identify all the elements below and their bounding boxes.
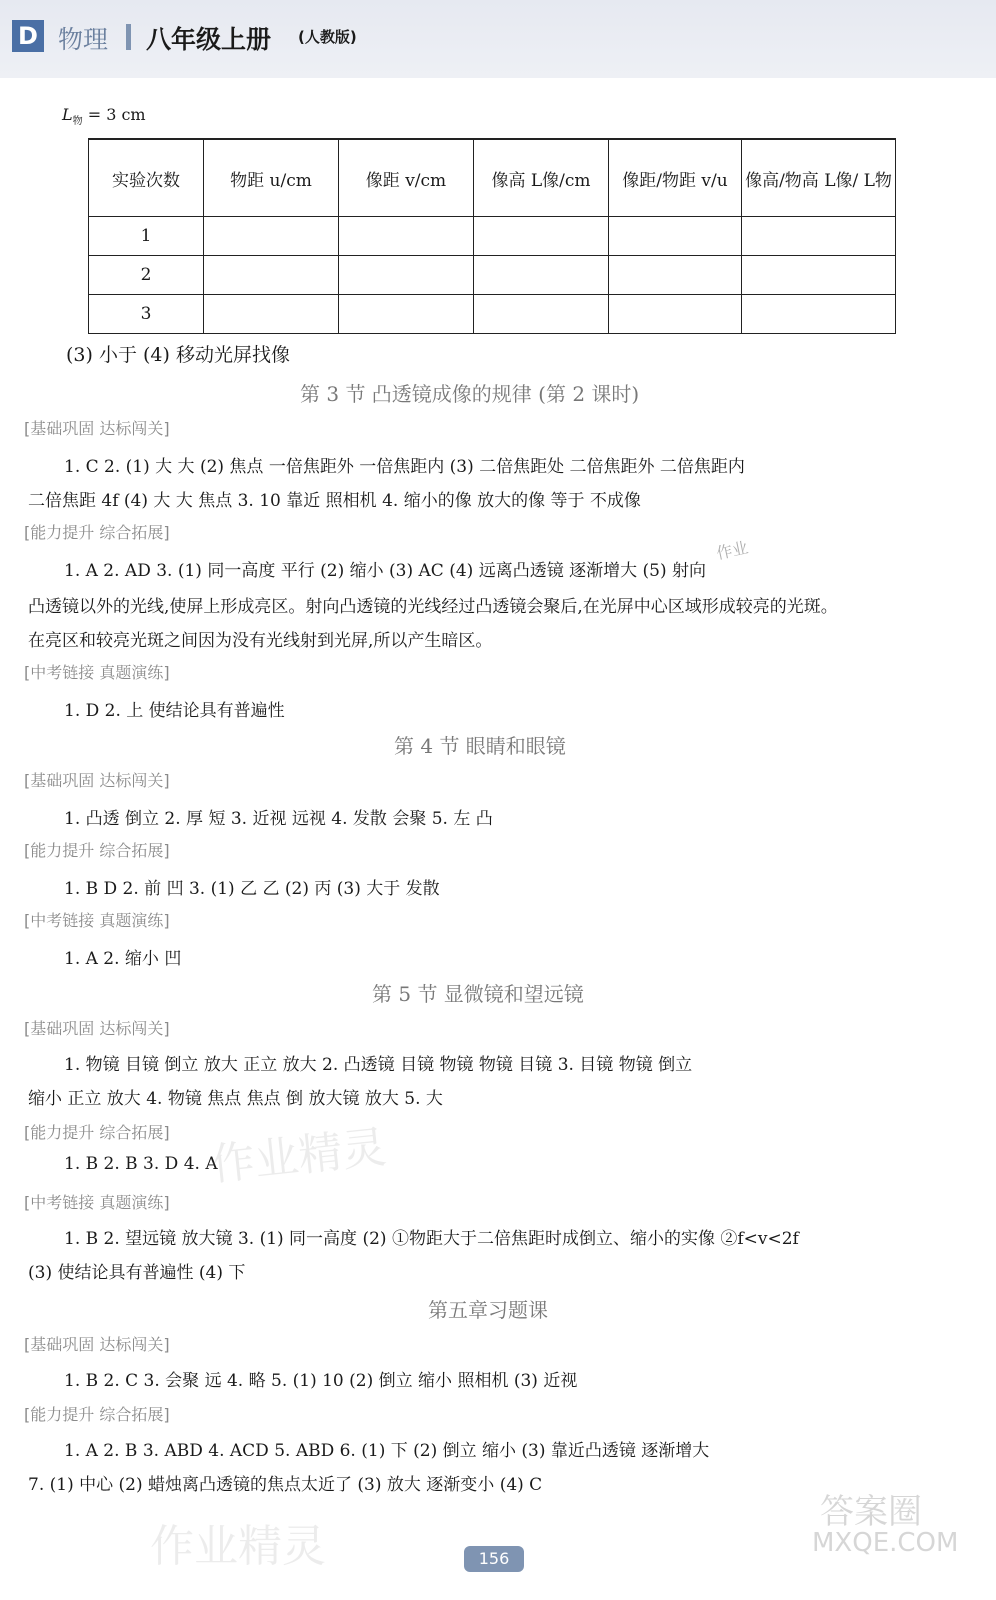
answer-line: 1. A 2. AD 3. (1) 同一高度 平行 (2) 缩小 (3) AC (4) 远离凸透镜 逐渐增大 (5) 射向 — [64, 561, 706, 581]
object-height-formula — [62, 105, 146, 127]
subsection-tag: [基础巩固 达标闯关] — [24, 419, 170, 438]
subsection-tag: [能力提升 综合拓展] — [24, 841, 170, 860]
experiment-table — [88, 138, 896, 334]
subsection-tag: [能力提升 综合拓展] — [24, 523, 170, 542]
edition-label: (人教版) — [298, 28, 357, 46]
answer-line: 7. (1) 中心 (2) 蜡烛离凸透镜的焦点太近了 (3) 放大 逐渐变小 (4) C — [28, 1475, 543, 1495]
col-header: 像高 L像/cm — [474, 139, 609, 217]
page-header — [0, 0, 996, 78]
subsection-tag: [基础巩固 达标闯关] — [24, 771, 170, 790]
subsection-tag: [中考链接 真题演练] — [24, 1193, 170, 1212]
col-header: 像距/物距 v/u — [609, 139, 742, 217]
table-cell: 1 — [89, 217, 204, 256]
answer-line: 在亮区和较亮光斑之间因为没有光线射到光屏,所以产生暗区。 — [28, 631, 493, 651]
section-badge: D — [12, 20, 44, 52]
answer-line: 1. A 2. B 3. ABD 4. ACD 5. ABD 6. (1) 下 (2) 倒立 缩小 (3) 靠近凸透镜 逐渐增大 — [64, 1441, 710, 1461]
answer-line: 二倍焦距 4f (4) 大 大 焦点 3. 10 靠近 照相机 4. 缩小的像 放大的像 等于 不成像 — [28, 491, 641, 511]
table-header-row — [89, 139, 896, 217]
subsection-tag: [能力提升 综合拓展] — [24, 1405, 170, 1424]
table-cell: 2 — [89, 256, 204, 295]
answer-line: 凸透镜以外的光线,使屏上形成亮区。射向凸透镜的光线经过凸透镜会聚后,在光屏中心区域形成较亮的光斑。 — [28, 597, 838, 617]
answer-line: 缩小 正立 放大 4. 物镜 焦点 焦点 倒 放大镜 放大 5. 大 — [28, 1089, 443, 1109]
answer-line: 1. B 2. C 3. 会聚 远 4. 略 5. (1) 10 (2) 倒立 缩小 照相机 (3) 近视 — [64, 1371, 578, 1391]
formula-value: = 3 cm — [82, 105, 146, 124]
col-header: 实验次数 — [89, 139, 204, 217]
subsection-tag: [中考链接 真题演练] — [24, 911, 170, 930]
subsection-tag: [能力提升 综合拓展] — [24, 1123, 170, 1142]
subsection-tag: [基础巩固 达标闯关] — [24, 1019, 170, 1038]
table-row — [89, 295, 896, 334]
watermark-logo: 答案圈 — [820, 1492, 922, 1532]
answer-line: (3) 小于 (4) 移动光屏找像 — [66, 344, 290, 366]
answer-line: 1. A 2. 缩小 凹 — [64, 949, 182, 969]
formula-sub: 物 — [72, 116, 83, 128]
answer-line: 1. 凸透 倒立 2. 厚 短 3. 近视 远视 4. 发散 会聚 5. 左 凸 — [64, 809, 493, 829]
section-title: 第 5 节 显微镜和望远镜 — [372, 982, 584, 1006]
section-title: 第五章习题课 — [428, 1298, 548, 1322]
grade-label: 八年级上册 — [146, 25, 272, 54]
answer-line: 1. B 2. 望远镜 放大镜 3. (1) 同一高度 (2) ①物距大于二倍焦距时成倒立、缩小的实像 ②f<v<2f — [64, 1229, 799, 1249]
col-header: 像距 v/cm — [339, 139, 474, 217]
section-title: 第 3 节 凸透镜成像的规律 (第 2 课时) — [300, 382, 640, 406]
answer-line: 1. D 2. 上 使结论具有普遍性 — [64, 701, 285, 721]
table-row — [89, 256, 896, 295]
watermark: 作业精灵 — [208, 1121, 389, 1192]
answer-line: 1. C 2. (1) 大 大 (2) 焦点 一倍焦距外 一倍焦距内 (3) 二倍焦距处 二倍焦距外 二倍焦距内 — [64, 457, 745, 477]
table-row — [89, 217, 896, 256]
watermark-url: MXQE.COM — [812, 1528, 959, 1558]
table-cell: 3 — [89, 295, 204, 334]
subject-label: 物理 — [58, 25, 109, 54]
col-header: 像高/物高 L像/ L物 — [742, 139, 896, 217]
page-number: 156 — [464, 1546, 524, 1572]
subsection-tag: [基础巩固 达标闯关] — [24, 1335, 170, 1354]
header-divider — [126, 24, 131, 50]
answer-line: (3) 使结论具有普遍性 (4) 下 — [28, 1263, 246, 1283]
subsection-tag: [中考链接 真题演练] — [24, 663, 170, 682]
section-title: 第 4 节 眼睛和眼镜 — [394, 734, 566, 758]
answer-line: 1. B 2. B 3. D 4. A — [64, 1154, 218, 1174]
watermark: 作业精灵 — [150, 1521, 326, 1572]
col-header: 物距 u/cm — [204, 139, 339, 217]
answer-line: 1. B D 2. 前 凹 3. (1) 乙 乙 (2) 丙 (3) 大于 发散 — [64, 879, 440, 899]
formula-symbol: L — [62, 105, 73, 124]
stamp: 作业 — [714, 537, 750, 564]
answer-line: 1. 物镜 目镜 倒立 放大 正立 放大 2. 凸透镜 目镜 物镜 物镜 目镜 3. 目镜 物镜 倒立 — [64, 1055, 693, 1075]
